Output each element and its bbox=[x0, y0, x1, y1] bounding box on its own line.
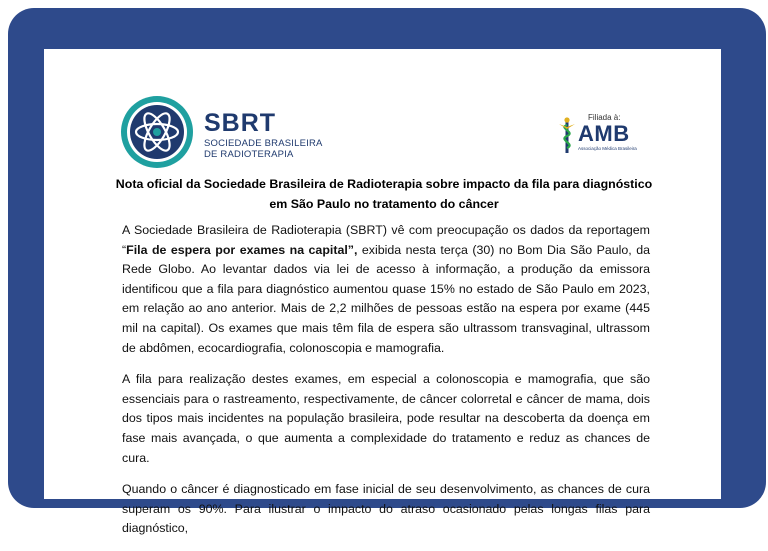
amb-name: AMB bbox=[578, 121, 630, 146]
caduceus-icon bbox=[556, 117, 578, 157]
atom-icon bbox=[118, 93, 196, 171]
document-page bbox=[44, 49, 721, 536]
report-title: Fila de espera por exames na capital”, bbox=[126, 242, 358, 257]
sbrt-name: SBRT bbox=[204, 109, 277, 137]
paragraph-1 bbox=[122, 221, 650, 358]
amb-logo bbox=[556, 107, 656, 157]
paragraph-1-start: A Sociedade Brasileira de Radioterapia (SBRT) vê com preocupação os dados da reportagem “ bbox=[122, 223, 650, 257]
amb-affiliated-label: Filiada à: bbox=[588, 113, 621, 122]
paragraph-2: A fila para realização destes exames, em especial a colonoscopia e mamografia, que são essenciais para o rastreamento, respectivamente, de câncer colorretal e câncer de mama, dois dos tipos mais incidentes na população brasileira, pode resultar na descoberta da doença em fase mais avançada, o que aumenta a complexidade do tratamento e reduz as chances de cura. bbox=[122, 372, 650, 465]
document-body bbox=[122, 221, 650, 551]
paragraph-1-rest: exibida nesta terça (30) no Bom Dia São Paulo, da Rede Globo. Ao levantar dados via lei de acesso à informação, a produção da emissora identificou que a fila para diagnóstico aumentou quase 15% no estado de São Paulo em 2023, em relação ao ano anterior. Mais de 2,2 milhões de pessoas estão na espera por exame (445 mil na capital). Os exames que mais têm fila de espera são ultrassom transvaginal, ultrassom de abdômen, ecocardiografia, colonoscopia e mamografia. bbox=[122, 242, 650, 355]
sbrt-logo bbox=[118, 93, 338, 173]
document-title: Nota oficial da Sociedade Brasileira de Radioterapia sobre impacto da fila para diagnóstico em São Paulo no tratamento do câncer bbox=[115, 177, 653, 211]
sbrt-subtitle-line1: SOCIEDADE BRASILEIRA bbox=[204, 138, 323, 149]
sbrt-subtitle-line2: DE RADIOTERAPIA bbox=[204, 149, 294, 160]
sbrt-subtitle bbox=[204, 138, 334, 160]
amb-subtitle: Associação Médica Brasileira bbox=[578, 146, 637, 151]
paragraph-3: Quando o câncer é diagnosticado em fase inicial de seu desenvolvimento, as chances de cura superam os 90%. Para ilustrar o impacto do atraso ocasionado pelas longas filas para diagnóstico, bbox=[122, 482, 650, 536]
